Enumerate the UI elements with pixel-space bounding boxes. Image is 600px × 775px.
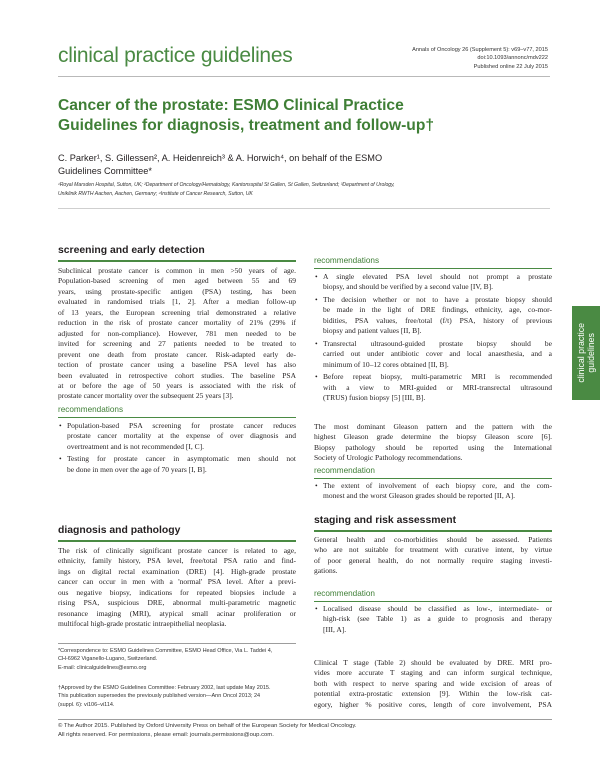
- bullet-item: [58, 421, 296, 452]
- journal-section-title: clinical practice guidelines: [58, 44, 293, 67]
- section-rule: [314, 530, 552, 532]
- recommendations-rule: [314, 268, 552, 269]
- t-stage-paragraph: [314, 658, 552, 710]
- bullet-icon: •: [315, 338, 318, 348]
- text-line: ings on digital rectal examination (DRE) [4]. High-grade prostate: [58, 566, 296, 576]
- copyright-line: © The Author 2015. Published by Oxford University Press on behalf of the European Society for Medical Oncology.: [58, 723, 357, 729]
- journal-citation: [412, 46, 548, 71]
- doi-link[interactable]: doi:10.1093/annonc/mdv222: [477, 55, 548, 62]
- text-line: of poor general health, do not normally require staging investi-: [314, 555, 552, 565]
- text-line: Transrectal ultrasound-guided prostate biopsy should be: [323, 338, 552, 348]
- text-line: cancer can occur in men with a 'normal' PSA level. After a previ-: [58, 577, 296, 587]
- footnote-divider: [58, 643, 296, 644]
- text-line: This publication supersedes the previously published version—Ann Oncol 2013; 24: [58, 693, 261, 700]
- text-line: carried out under antibiotic cover and local anaesthesia, and a: [323, 349, 552, 359]
- recommendation-rule: [314, 601, 552, 602]
- affiliations: [58, 181, 550, 198]
- side-tab-label: [572, 306, 600, 400]
- text-line: biopsy and patient values [II, B].: [323, 326, 422, 336]
- text-line: Clinical T stage (Table 2) should be evaluated by DRE. MRI pro-: [314, 658, 552, 667]
- affiliation-line: Uniklinik RWTH Aachen, Aachen, Germany; ⁴Institute of Cancer Research, Sutton, UK: [58, 190, 253, 197]
- section-heading-screening: screening and early detection: [58, 245, 205, 256]
- screening-recommendations: [58, 421, 296, 477]
- approval-footnote: [58, 684, 296, 709]
- text-line: (TRUS) fusion biopsy [5] [III, B].: [323, 392, 426, 402]
- text-line: prostate cancer mortality over the subsequent 25 years [3].: [58, 391, 234, 401]
- text-line: multifocal high-grade prostatic intraepithelial neoplasia.: [58, 619, 227, 629]
- text-line: Before repeat biopsy, multi-parametric MRI is recommended: [323, 372, 552, 382]
- text-line: CH-6962 Viganello-Lugano, Switzerland.: [58, 656, 158, 663]
- text-line: vides more accurate T staging and can inform surgical technique,: [314, 668, 552, 678]
- bullet-icon: •: [315, 294, 318, 304]
- bullet-text: [323, 481, 552, 502]
- text-line: egory, higher % positive cores, length of core involvement, PSA: [314, 699, 552, 709]
- article-title: [58, 96, 548, 136]
- bullet-text: [323, 604, 552, 635]
- bullet-icon: •: [59, 454, 62, 464]
- text-line: with a view to MRI-guided or MRI-transrectal ultrasound: [323, 382, 552, 392]
- bullet-text: [323, 372, 552, 403]
- text-line: Localised disease should be classified as low-, intermediate- or: [323, 604, 552, 613]
- text-line: reduction in the risk of prostate cancer mortality of 21% (29% if: [58, 318, 296, 328]
- text-line: highest Gleason grade determine the biopsy Gleason score [6].: [314, 432, 552, 442]
- article-title-line: Cancer of the prostate: ESMO Clinical Practice: [58, 97, 404, 114]
- author-line: Guidelines Committee*: [58, 165, 152, 176]
- text-line: †Approved by the ESMO Guidelines Committee: February 2002, last update May 2015.: [58, 685, 271, 691]
- text-line: prostate cancer mortality at the expense of over diagnosis and: [67, 431, 296, 441]
- article-title-line: Guidelines for diagnosis, treatment and follow-up†: [58, 117, 435, 134]
- recommendation-heading: recommendation: [314, 589, 375, 598]
- bullet-icon: •: [59, 421, 62, 430]
- text-line: tection of prostate cancer using a baseline PSA level has also: [58, 360, 296, 370]
- text-line: Testing for prostate cancer in asymptomatic men should not: [67, 454, 296, 464]
- text-line: Population-based screening of men aged between 55 and 69: [58, 276, 296, 286]
- bullet-icon: •: [315, 272, 318, 281]
- recommendation-heading: recommendation: [314, 466, 375, 475]
- bullet-text: [323, 295, 552, 337]
- text-line: The extent of involvement of each biopsy core, and the com-: [323, 481, 552, 490]
- text-line: The risk of clinically significant prostate cancer is related to age,: [58, 546, 296, 555]
- text-line: E-mail: clinicalguidelines@esmo.org: [58, 664, 147, 671]
- text-line: A single elevated PSA level should not prompt a prostate: [323, 272, 552, 281]
- text-line: Society of Urologic Pathology recommendations.: [314, 453, 463, 463]
- text-line: ethnicity, family history, PSA level, free/total PSA ratio and find-: [58, 556, 296, 566]
- affiliation-divider: [58, 208, 550, 209]
- text-line: prevent one death from prostate cancer. Risk-adapted early de-: [58, 349, 296, 359]
- text-line: of 13 years, the European screening trial demonstrated a relative: [58, 307, 296, 317]
- text-line: been evaluated in retrospective cohort studies. The baseline PSA: [58, 370, 296, 380]
- text-line: The decision whether or not to have a prostate biopsy should: [323, 294, 552, 304]
- bullet-item: [314, 372, 552, 403]
- author-line: C. Parker¹, S. Gillessen², A. Heidenreich³ & A. Horwich⁴, on behalf of the ESMO: [58, 153, 383, 163]
- bullet-item: [314, 339, 552, 370]
- text-line: ous negative biopsy, indications for repeated biopsies include a: [58, 587, 296, 597]
- biopsy-core-recommendation: [314, 481, 552, 504]
- text-line: evaluated in randomised trials [1, 2]. After a median follow-up: [58, 297, 296, 307]
- text-line: [III, A].: [323, 624, 347, 634]
- text-line: Subclinical prostate cancer is common in men >50 years of age.: [58, 266, 296, 275]
- text-line: bidities, PSA values, free/total (f/t) PSA, history of previous: [323, 315, 552, 325]
- section-rule: [58, 540, 296, 542]
- author-list: [58, 152, 548, 178]
- bullet-icon: •: [315, 604, 318, 613]
- text-line: biopsy, and should be verified by a second value [IV, B].: [323, 282, 493, 292]
- text-line: minimum of 10–12 cores obtained [II, B].: [323, 359, 449, 369]
- text-line: gations.: [314, 566, 338, 576]
- text-line: who are not suitable for treatment with curative intent, by virtue: [314, 545, 552, 555]
- section-rule: [58, 260, 296, 262]
- journal-citation-line: Annals of Oncology 26 (Supplement 5): v69–v77, 2015: [412, 47, 548, 53]
- affiliation-line: ¹Royal Marsden Hospital, Sutton, UK; ²Department of Oncology/Hematology, Kantonsspital St Gallen, St Gallen, Switzerland; ³Department of Urology,: [58, 182, 395, 188]
- text-line: potential extra-prostatic extension [9]. Within the low-risk cat-: [314, 689, 552, 699]
- copyright-notice: [58, 722, 552, 740]
- text-line: adjusted for non-compliance). However, 781 men needed to be: [58, 328, 296, 338]
- bullet-item: [314, 272, 552, 293]
- text-line: overtreatment and is not recommended [I, C].: [67, 441, 205, 451]
- bullet-item: [58, 454, 296, 475]
- bullet-item: [314, 295, 552, 337]
- text-line: Biopsy pathology should be reported using the International: [314, 442, 552, 452]
- recommendation-rule: [314, 478, 552, 479]
- text-line: General health and co-morbidities should be assessed. Patients: [314, 535, 552, 544]
- text-line: at or before the age of 50 years is associated with the risk of: [58, 380, 296, 390]
- risk-classification-recommendation: [314, 604, 552, 637]
- header-divider: [58, 76, 550, 77]
- staging-paragraph: [314, 535, 552, 577]
- permissions-line: All rights reserved. For permissions, please email: journals.permissions@oup.com.: [58, 732, 274, 738]
- text-line: be made in the light of DRE findings, ethnicity, age, co-mor-: [323, 305, 552, 315]
- bullet-text: [67, 454, 296, 475]
- text-line: invited for screening and 27 patients needed to be treated to: [58, 339, 296, 349]
- text-line: monest and the worst Gleason grades should be reported [II, A].: [323, 491, 516, 501]
- footer-divider: [58, 719, 552, 720]
- text-line: rising PSA, suspicious DRE, abnormal multi-parametric magnetic: [58, 598, 296, 608]
- side-tab-line: guidelines: [586, 333, 596, 373]
- correspondence-footnote: [58, 647, 296, 672]
- section-side-tab: [572, 306, 600, 400]
- text-line: (suppl. 6): vi106–vi114.: [58, 701, 115, 708]
- recommendations-rule: [58, 417, 296, 418]
- screening-paragraph: [58, 266, 296, 402]
- section-heading-staging: staging and risk assessment: [314, 515, 457, 526]
- bullet-text: [67, 421, 296, 452]
- text-line: years, using prostate-specific antigen (PSA) testing, has been: [58, 286, 296, 296]
- text-line: resonance imaging (MRI), atypical small acinar proliferation or: [58, 608, 296, 618]
- side-tab-line: clinical practice: [576, 323, 586, 383]
- bullet-item: [314, 481, 552, 502]
- text-line: *Correspondence to: ESMO Guidelines Committee, ESMO Head Office, Via L. Taddei 4,: [58, 648, 273, 654]
- gleason-paragraph: [314, 422, 552, 464]
- recommendations-heading: recommendations: [314, 256, 380, 265]
- text-line: be done in men over the age of 70 years [I, B].: [67, 464, 207, 474]
- biopsy-recommendations: [314, 272, 552, 405]
- text-line: Population-based PSA screening for prostate cancer reduces: [67, 421, 296, 430]
- bullet-text: [323, 339, 552, 370]
- recommendations-heading: recommendations: [58, 405, 124, 414]
- bullet-icon: •: [315, 481, 318, 490]
- publication-date: Published online 22 July 2015: [473, 63, 548, 70]
- text-line: both with respect to nerve sparing and wide excision of areas of: [314, 678, 552, 688]
- section-heading-diagnosis: diagnosis and pathology: [58, 525, 181, 536]
- bullet-icon: •: [315, 372, 318, 382]
- bullet-item: [314, 604, 552, 635]
- text-line: The most dominant Gleason pattern and the pattern with the: [314, 422, 552, 431]
- text-line: high-risk (see Table 1) as a guide to prognosis and therapy: [323, 614, 552, 624]
- diagnosis-paragraph: [58, 546, 296, 630]
- bullet-text: [323, 272, 552, 293]
